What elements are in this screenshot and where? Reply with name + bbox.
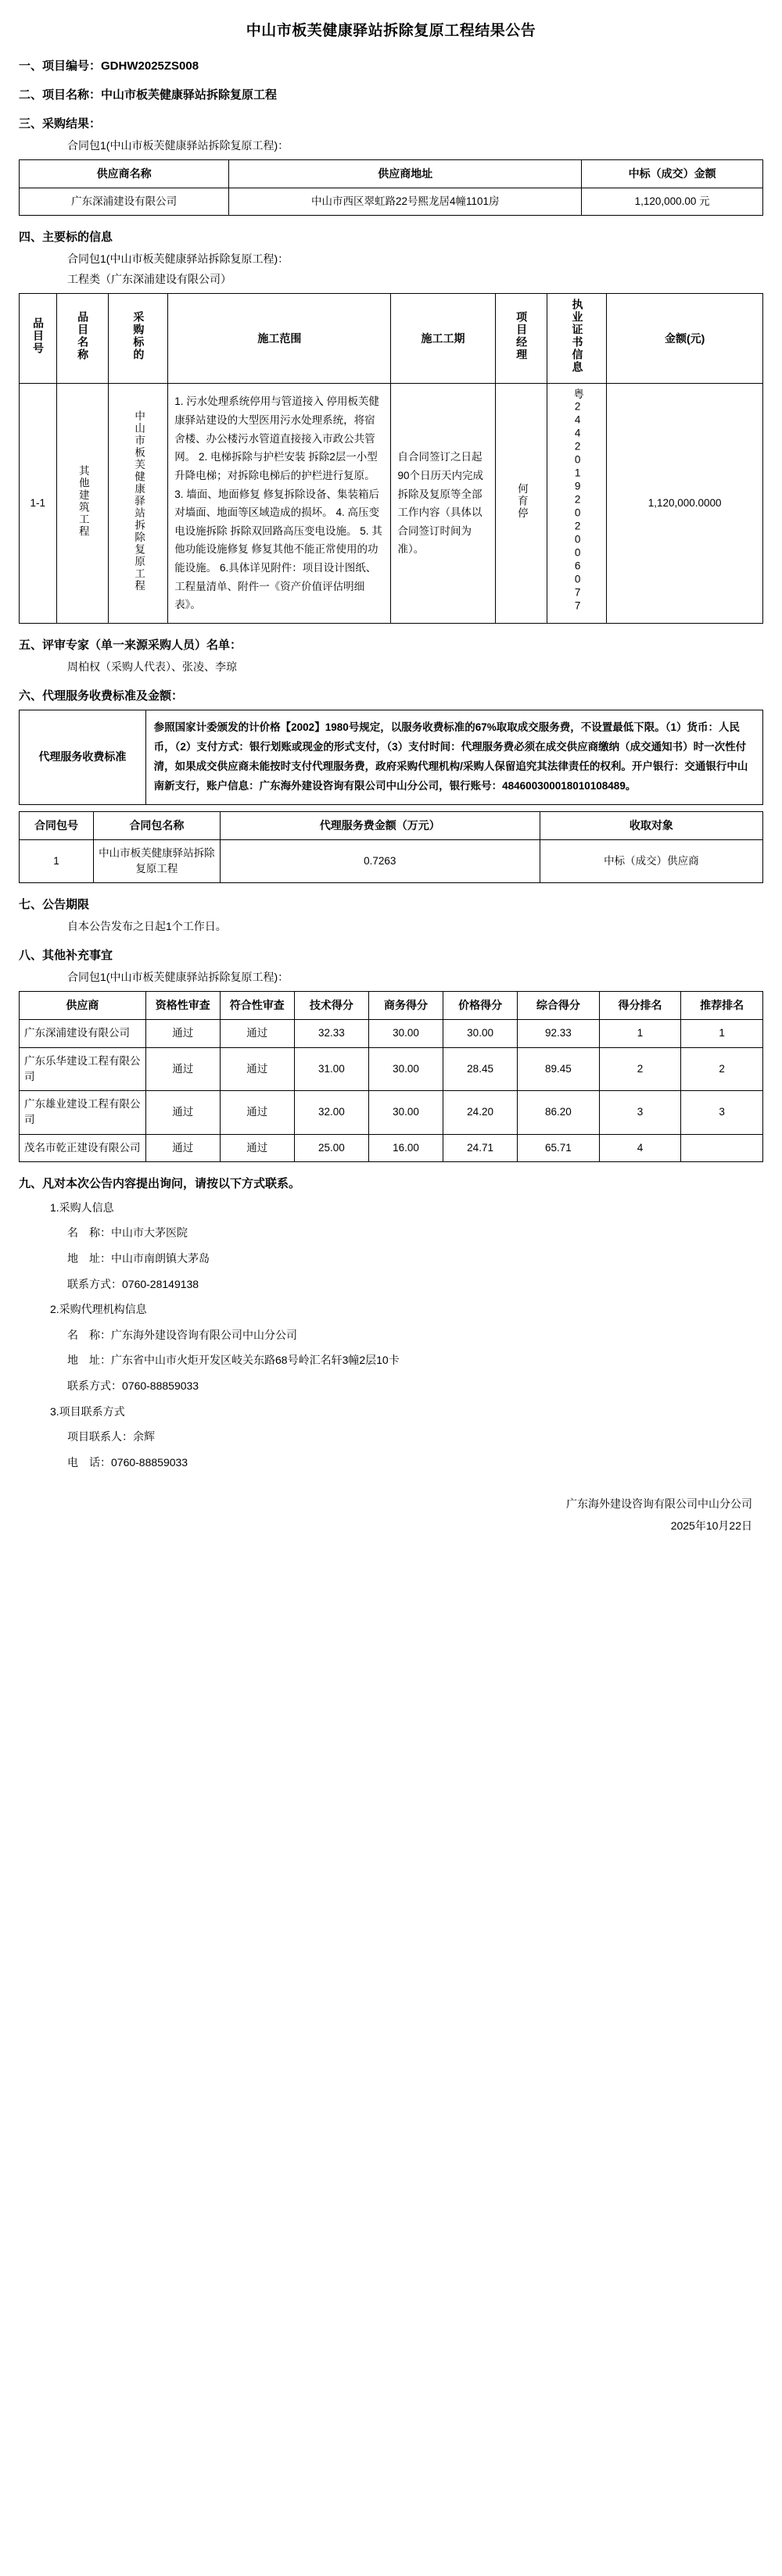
main-package-label: 合同包1(中山市板芙健康驿站拆除复原工程)： [67,252,289,266]
fee-amount-table [19,811,763,884]
agency-tel-row [19,1376,763,1397]
section-other-matters: 八、其他补充事宜 [19,949,113,963]
col-project-manager: 项目经理 [495,294,547,384]
col-compliance-review: 符合性审查 [220,992,294,1020]
purchaser-name-value: 中山市大茅医院 [111,1226,188,1240]
project-contact-tel-value: 0760-88859033 [111,1455,188,1469]
cell-item-no: 1-1 [20,384,57,624]
main-target-table [19,293,763,624]
section-announcement-period: 七、公告期限 [19,898,90,912]
purchaser-address-label: 地 址： [67,1252,111,1265]
fee-desc-table-wrap [19,710,763,805]
col-score-rank: 得分排名 [599,992,681,1020]
eval-table-wrap [19,991,763,1162]
col-fee-payer: 收取对象 [540,811,762,839]
section-agency-fee: 六、代理服务收费标准及金额： [19,689,184,703]
review-experts-value: 周柏权（采购人代表）、张凌、李琼 [67,660,237,673]
announcement-period-value: 自本公告发布之日起1个工作日。 [67,920,227,933]
cell-score-rank: 4 [599,1134,681,1161]
agency-tel-value: 0760-88859033 [122,1379,199,1393]
other-package-label: 合同包1(中山市板芙健康驿站拆除复原工程)： [67,971,289,984]
cell-qualification-review: 通过 [145,1047,220,1091]
cell-project-manager: 何育停 [495,384,547,624]
col-technical-score: 技术得分 [294,992,368,1020]
agency-address-value: 广东省中山市火炬开发区岐关东路68号岭汇名轩3幢2层10卡 [111,1354,400,1367]
cell-price-score: 24.20 [443,1091,518,1135]
col-item-name: 品目名称 [56,294,109,384]
cell-recommend-rank: 1 [681,1020,763,1047]
cell-total-score: 65.71 [518,1134,600,1161]
agency-name-label: 名 称： [67,1328,111,1341]
section-1-label: 一、项目编号： [19,59,102,73]
col-fee-amount: 代理服务费金额（万元） [220,811,540,839]
cell-fee-payer: 中标（成交）供应商 [540,839,762,883]
cell-procure-target: 中山市板芙健康驿站拆除复原工程 [109,384,168,624]
cell-supplier-address: 中山市西区翠虹路22号熙龙居4幢1101房 [229,188,582,216]
purchaser-title: 1.采购人信息 [50,1200,114,1214]
col-recommend-rank: 推荐排名 [681,992,763,1020]
cell-business-score: 30.00 [368,1020,443,1047]
cell-fee-standard-desc: 参照国家计委颁发的计价格【2002】1980号规定，以服务收费标准的67%取取成交服务费，不设置最低下限。（1）货币：人民币，（2）支付方式：银行划账或现金的形式支付，（3）支付时间：代理服务费必须在成交供应商缴纳（成交通知书）时一次性付清，如果成交供应商未能按时支付代理服务费，政府采购代理机构/采购人保留追究其法律责任的权利。开户银行：交通银行中山南新支行，账户信息：广东海外建设咨询有限公司中山分公司，银行账号：484600300018010108489。 [145,710,762,805]
cell-total-score: 92.33 [518,1020,600,1047]
col-construction-scope: 施工范围 [168,294,391,384]
purchaser-tel-label: 联系方式： [67,1277,122,1290]
footer-date: 2025年10月22日 [670,1519,752,1533]
purchaser-name-row [19,1222,763,1243]
cell-qualification-review: 通过 [145,1020,220,1047]
cell-score-rank: 2 [599,1047,681,1091]
col-package-name: 合同包名称 [94,811,221,839]
cell-compliance-review: 通过 [220,1020,294,1047]
cell-compliance-review: 通过 [220,1047,294,1091]
cell-fee-standard-label: 代理服务收费标准 [20,710,146,805]
table-header-row [20,992,763,1020]
agency-name-value: 广东海外建设咨询有限公司中山分公司 [111,1328,297,1341]
cell-technical-score: 25.00 [294,1134,368,1161]
purchaser-address-row [19,1248,763,1269]
purchaser-tel-value: 0760-28149138 [122,1277,199,1290]
project-name-value: 中山市板芙健康驿站拆除复原工程 [101,88,278,102]
cell-compliance-review: 通过 [220,1091,294,1135]
contact-info-block [19,1197,763,1473]
cell-score-rank: 1 [599,1020,681,1047]
cell-total-score: 86.20 [518,1091,600,1135]
table-header-row [20,294,763,384]
table-header-row [20,811,763,839]
cell-recommend-rank [681,1134,763,1161]
cell-item-name: 其他建筑工程 [56,384,109,624]
col-supplier-name: 供应商名称 [20,160,229,188]
cell-score-rank: 3 [599,1091,681,1135]
cell-business-score: 30.00 [368,1091,443,1135]
main-table-wrap [19,293,763,624]
cell-package-name: 中山市板芙健康驿站拆除复原工程 [94,839,221,883]
project-contact-person-row [19,1426,763,1447]
agency-address-label: 地 址： [67,1354,111,1367]
purchaser-address-value: 中山市南朗镇大茅岛 [111,1252,210,1265]
cell-price-score: 24.71 [443,1134,518,1161]
col-eval-supplier: 供应商 [20,992,146,1020]
cell-technical-score: 32.33 [294,1020,368,1047]
result-package-label: 合同包1(中山市板芙健康驿站拆除复原工程)： [67,139,289,152]
section-main-target-info: 四、主要标的信息 [19,231,113,245]
col-item-no: 品目号 [20,294,57,384]
project-contact-tel-row [19,1452,763,1473]
purchaser-name-label: 名 称： [67,1226,111,1240]
col-business-score: 商务得分 [368,992,443,1020]
table-row [20,1091,763,1135]
cell-price-score: 30.00 [443,1020,518,1047]
section-project-number [19,57,763,73]
table-row [20,1047,763,1091]
fee-standard-table [19,710,763,805]
col-package-no: 合同包号 [20,811,94,839]
cell-eval-supplier: 广东乐华建设工程有限公司 [20,1047,146,1091]
table-row [20,1134,763,1161]
agency-title: 2.采购代理机构信息 [50,1303,147,1316]
agency-name-row [19,1325,763,1346]
result-table-wrap [19,159,763,216]
agency-address-row [19,1350,763,1371]
cell-construction-duration: 自合同签订之日起90个日历天内完成拆除及复原等全部工作内容（具体以合同签订时间为准）。 [391,384,495,624]
section-2-label: 二、项目名称： [19,88,102,102]
section-procurement-result: 三、采购结果： [19,117,102,131]
cell-award-amount: 1,120,000.00 元 [582,188,763,216]
cell-total-score: 89.45 [518,1047,600,1091]
cell-technical-score: 31.00 [294,1047,368,1091]
cell-compliance-review: 通过 [220,1134,294,1161]
main-type-label: 工程类（广东深浦建设有限公司） [67,273,231,286]
col-price-score: 价格得分 [443,992,518,1020]
project-contact-person-value: 余辉 [133,1430,155,1444]
table-row [20,188,763,216]
project-contact-tel-label: 电 话： [67,1455,111,1469]
cell-fee-amount: 0.7263 [220,839,540,883]
cell-recommend-rank: 3 [681,1091,763,1135]
cell-eval-supplier: 茂名市乾正建设有限公司 [20,1134,146,1161]
project-contact-title: 3.项目联系方式 [50,1404,125,1418]
col-supplier-address: 供应商地址 [229,160,582,188]
table-header-row [20,160,763,188]
col-certificate-info: 执业证书信息 [547,294,607,384]
result-table [19,159,763,216]
evaluation-table [19,991,763,1162]
col-amount: 金额(元) [607,294,763,384]
document-footer [19,1493,763,1537]
project-number-value: GDHW2025ZS008 [101,59,199,73]
cell-certificate-info: 粤2442019202006077 [547,384,607,624]
table-row [20,839,763,883]
table-row [20,1020,763,1047]
cell-recommend-rank: 2 [681,1047,763,1091]
purchaser-tel-row [19,1274,763,1295]
agency-tel-label: 联系方式： [67,1379,122,1393]
project-contact-person-label: 项目联系人： [67,1430,133,1444]
footer-organization: 广东海外建设咨询有限公司中山分公司 [566,1497,752,1511]
page-title: 中山市板芙健康驿站拆除复原工程结果公告 [246,23,536,39]
table-row [20,710,763,805]
col-construction-duration: 施工工期 [391,294,495,384]
col-total-score: 综合得分 [518,992,600,1020]
cell-business-score: 30.00 [368,1047,443,1091]
cell-qualification-review: 通过 [145,1091,220,1135]
cell-price-score: 28.45 [443,1047,518,1091]
cell-amount: 1,120,000.0000 [607,384,763,624]
section-project-name [19,86,763,102]
fee-amount-table-wrap [19,811,763,884]
cell-eval-supplier: 广东深浦建设有限公司 [20,1020,146,1047]
col-procure-target: 采购标的 [109,294,168,384]
cell-qualification-review: 通过 [145,1134,220,1161]
section-contact-info: 九、凡对本次公告内容提出询问，请按以下方式联系。 [19,1176,301,1190]
cell-technical-score: 32.00 [294,1091,368,1135]
col-qualification-review: 资格性审查 [145,992,220,1020]
cell-business-score: 16.00 [368,1134,443,1161]
cell-construction-scope: 1. 污水处理系统停用与管道接入 停用板芙健康驿站建设的大型医用污水处理系统，将宿舍楼、办公楼污水管道直接接入市政公共管网。 2. 电梯拆除与护栏安装 拆除2层一小型升降电梯；对拆除电梯后的护栏进行复原。 3. 墙面、地面修复 修复拆除设备、集装箱后对墙面、地面等区域造成的损坏。 4. 高压变电设施拆除 拆除双回路高压变电设施。 5. 其他功能设施修复 修复其他不能正常使用的功能设施。 6.具体详见附件：项目设计图纸、工程量清单、附件一《资产价值评估明细表》。 [168,384,391,624]
cell-eval-supplier: 广东雄业建设工程有限公司 [20,1091,146,1135]
cell-supplier-name: 广东深浦建设有限公司 [20,188,229,216]
col-award-amount: 中标（成交）金额 [582,160,763,188]
cell-package-no: 1 [20,839,94,883]
table-row [20,384,763,624]
section-review-experts: 五、评审专家（单一来源采购人员）名单： [19,639,242,652]
